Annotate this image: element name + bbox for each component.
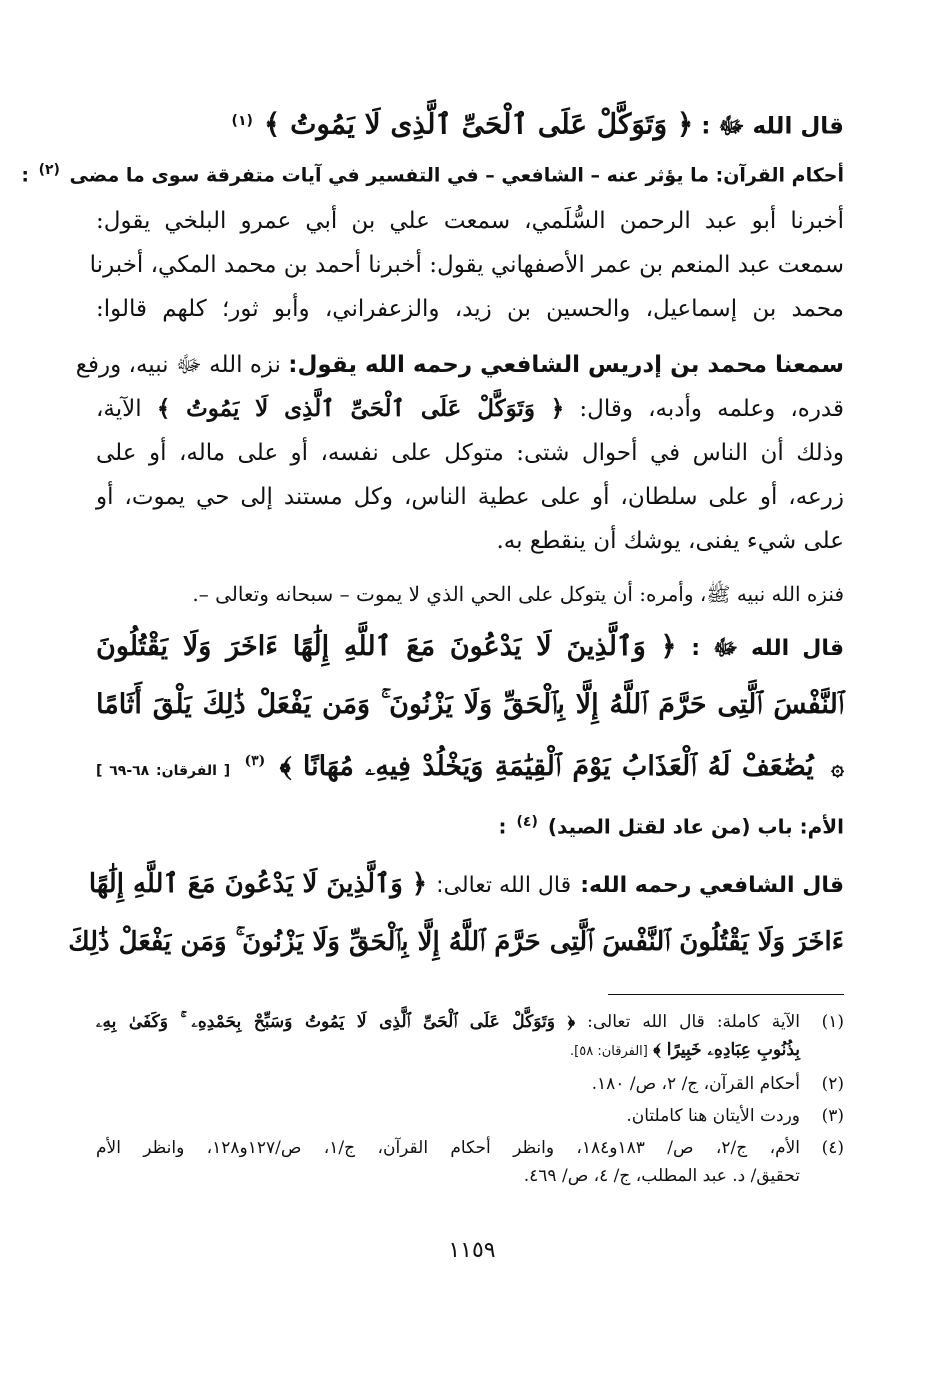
page-number: ١١٥٩ — [448, 1238, 496, 1263]
isnad-line-1: أخبرنا أبو عبد الرحمن السُّلَمي، سمعت علي بن أبي عمرو البلخي يقول: — [96, 207, 844, 234]
heading-umm-chapter — [96, 803, 844, 846]
saying-line-3: وذلك أن الناس في أحوال شتى: متوكل على نفسه، أو على ماله، أو على — [96, 439, 844, 466]
saying-line2-b: الآية، — [96, 395, 142, 422]
rosette-icon: ۞ — [831, 754, 845, 781]
footnote-divider — [608, 994, 844, 995]
saying-line-1 — [75, 343, 844, 387]
isnad-line-3: محمد بن إسماعيل، والحسين بن زيد، والزعفراني، وأبو ثور؛ كلهم قالوا: — [96, 295, 844, 322]
paragraph-isnad — [89, 199, 844, 331]
footnote-4-line-1: الأم، ج/٢، ص/ ١٨٣و١٨٤، وانظر أحكام القرآن، ج/١، ص/١٢٧و١٢٨، وانظر الأم — [96, 1138, 801, 1158]
quote-line1-rest: قال الله تعالى: — [436, 872, 572, 898]
quran-text-3: يُضَٰعَفْ لَهُ ٱلْعَذَابُ يَوْمَ ٱلْقِيَٰمَةِ وَيَخْلُدْ فِيهِۦ مُهَانًا ﴾ — [279, 750, 814, 782]
footnote-3 — [96, 1102, 844, 1130]
footnote-number: (٤) — [821, 1138, 844, 1158]
footnote-ref-2[interactable]: (٢) — [38, 161, 60, 178]
page-body — [21, 96, 845, 970]
paragraph-shafii-quote — [68, 856, 844, 970]
heading1-label: قال الله ﷻ : — [701, 113, 844, 140]
quran-line-2: ٱلنَّفْسَ ٱلَّتِى حَرَّمَ ٱللَّهُ إِلَّا بِٱلْحَقِّ وَلَا يَزْنُونَ ۚ وَمَن يَفْعَلْ ذَٰلِكَ يَلْقَ أَثَامًا — [96, 688, 844, 720]
saying-ayah: ﴿ وَتَوَكَّلْ عَلَى ٱلْحَىِّ ٱلَّذِى لَا يَمُوتُ ﴾ — [156, 394, 565, 422]
footnote-ref-1[interactable]: (١) — [231, 113, 253, 129]
quran-text-1: ﴿ وَٱلَّذِينَ لَا يَدْعُونَ مَعَ ٱللَّهِ إِلَٰهًا ءَاخَرَ وَلَا يَقْتُلُونَ — [96, 630, 677, 662]
footnote-2 — [96, 1070, 844, 1098]
footnote-ref-3[interactable]: (٣) — [244, 752, 266, 769]
heading-quran-verse — [96, 96, 844, 152]
saying-line-5: على شيء يفنى، يوشك أن ينقطع به. — [496, 527, 844, 554]
footnote-1-ref: [الفرقان: ٥٨]. — [570, 1044, 648, 1059]
heading1-ayah: ﴿ وَتَوَكَّلْ عَلَى ٱلْحَىِّ ٱلَّذِى لَا يَمُوتُ ﴾ — [263, 107, 694, 141]
heading2-colon: : — [21, 163, 29, 186]
saying-line-2 — [96, 387, 844, 431]
footnotes — [96, 1008, 844, 1194]
isnad-line-2: سمعت عبد المنعم بن عمر الأصفهاني يقول: أخبرنا أحمد بن محمد المكي، أخبرنا — [89, 251, 844, 278]
quran-line-1 — [96, 619, 844, 677]
saying-line-4: زرعه، أو على سلطان، أو على عطية الناس، وكل مستند إلى حي يموت، أو — [96, 483, 844, 510]
saying-lead: سمعنا محمد بن إدريس الشافعي رحمه الله يقول: — [288, 351, 844, 378]
footnote-number: (١) — [821, 1012, 844, 1032]
footnote-3-text: وردت الأيتان هنا كاملتان. — [626, 1106, 800, 1126]
footnote-number: (٢) — [821, 1074, 844, 1094]
quran-block-label: قال الله ﷻ : — [691, 635, 844, 661]
heading-ahkam — [21, 152, 844, 193]
footnote-1-ayah-end: بِذُنُوبِ عِبَادِهِۦ خَبِيرًا ﴾ — [653, 1040, 800, 1060]
quran-block-furqan — [96, 619, 844, 799]
paragraph-tanzih: فنزه الله نبيه ﷺ، وأمره: أن يتوكل على الحي الذي لا يموت – سبحانه وتعالى –. — [192, 581, 844, 606]
footnote-2-text: أحكام القرآن، ج/ ٢، ص/ ١٨٠. — [591, 1074, 800, 1094]
footnote-number: (٣) — [821, 1106, 844, 1126]
footnote-4 — [96, 1134, 844, 1190]
footnote-1-line-1 — [96, 1008, 800, 1036]
saying-line2-a: قدره، وعلمه وأدبه، وقال: — [579, 395, 844, 422]
footnote-4-line-2: تحقيق/ د. عبد المطلب، ج/ ٤، ص/ ٤٦٩. — [523, 1166, 800, 1186]
quote-line-2: ءَاخَرَ وَلَا يَقْتُلُونَ ٱلنَّفْسَ ٱلَّتِى حَرَّمَ ٱللَّهُ إِلَّا بِٱلْحَقِّ وَلَا يَزْنُونَ ۚ وَمَن يَفْعَلْ ذَٰلِكَ — [68, 926, 844, 957]
footnote-ref-4[interactable]: (٤) — [516, 813, 538, 830]
surah-reference: [ الفرقان: ٦٨-٦٩ ] — [96, 762, 231, 779]
footnote-1 — [96, 1008, 844, 1066]
saying-line1-rest: نزه الله ﷻ نبيه، ورفع — [75, 351, 281, 378]
quran-line-3 — [96, 733, 844, 799]
footnote-1-ayah: ﴿ وَتَوَكَّلْ عَلَى ٱلْحَىِّ ٱلَّذِى لَا يَمُوتُ وَسَبِّحْ بِحَمْدِهِۦ ۚ وَكَفَىٰ بِهِۦ — [96, 1012, 576, 1032]
footnote-1-intro: الآية كاملة: قال الله تعالى: — [587, 1012, 800, 1032]
quote-lead: قال الشافعي رحمه الله: — [580, 872, 844, 898]
footnote-1-line-2 — [96, 1036, 800, 1066]
heading2-text: أحكام القرآن: ما يؤثر عنه – الشافعي – في التفسير في آيات متفرقة سوى ما مضى — [69, 163, 844, 186]
paragraph-shafii-saying — [75, 343, 844, 563]
quote-ayah-1: ﴿ وَٱلَّذِينَ لَا يَدْعُونَ مَعَ ٱللَّهِ إِلَٰهًا — [88, 868, 428, 899]
heading3-text: الأم: باب (من عاد لقتل الصيد) — [547, 814, 844, 839]
heading3-colon: : — [498, 814, 507, 839]
quote-line-1 — [88, 856, 844, 914]
